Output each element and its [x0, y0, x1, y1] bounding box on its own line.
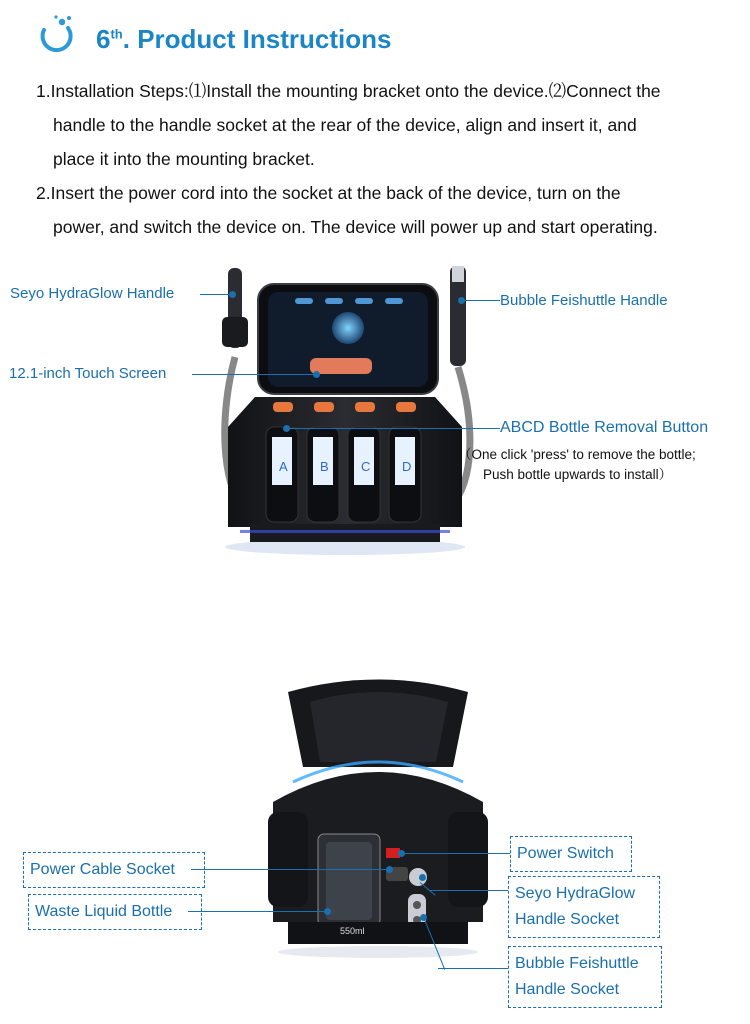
leader-dot [229, 291, 236, 298]
label-hydraglow-handle: Seyo HydraGlow Handle [10, 285, 175, 302]
leader-dot [283, 425, 290, 432]
bottle-b-label: B [320, 459, 329, 474]
leader-dot [420, 914, 427, 921]
power-steps: 2.Insert the power cord into the socket at the back of the device, turn on the power, and switch the device on. The device will power up and start operating. [36, 183, 658, 237]
leader-hydraglow-socket [430, 890, 508, 891]
label-power-switch: Power Switch [510, 836, 632, 872]
leader-power-switch [402, 853, 510, 854]
label-bubble-socket: Bubble Feishuttle Handle Socket [508, 946, 662, 1008]
label-waste-liquid-bottle: Waste Liquid Bottle [28, 894, 202, 930]
leader-dot [386, 866, 393, 873]
bottle-c-label: C [361, 459, 371, 474]
leader-dot [313, 371, 320, 378]
leader-dot [458, 297, 465, 304]
installation-steps: 1.Installation Steps:⑴Install the mounting bracket onto the device.⑵Connect the handle to the handle socket at the rear of the device, align and insert it, and place it into the mounting bracket. [36, 81, 661, 169]
leader-dot [324, 908, 331, 915]
device-rear-image [258, 672, 498, 962]
bottle-note-line1: （One click 'press' to remove the bottle; [458, 447, 696, 462]
leader-bubble-socket [438, 968, 508, 969]
label-power-cable-socket: Power Cable Socket [23, 852, 205, 888]
label-hydraglow-socket: Seyo HydraGlow Handle Socket [508, 876, 660, 938]
leader-waste-bottle [188, 911, 327, 912]
leader-hydraglow-handle [200, 294, 232, 295]
bottle-a-label: A [279, 459, 288, 474]
label-bottle-button: ABCD Bottle Removal Button [500, 419, 709, 436]
page-title: 6th. Product Instructions [96, 24, 392, 54]
bottle-labels [266, 457, 446, 487]
leader-dot [398, 850, 405, 857]
label-bubble-handle: Bubble Feishuttle Handle [500, 292, 668, 309]
leader-power-socket [191, 869, 389, 870]
leader-dot [419, 874, 426, 881]
leader-bubble-handle [462, 300, 500, 301]
device-front-image [200, 262, 490, 557]
droplet-logo-icon [38, 14, 78, 58]
waste-volume-label: 550ml [340, 926, 365, 936]
bottle-note-line2: Push bottle upwards to install） [483, 467, 673, 482]
bottle-d-label: D [402, 459, 412, 474]
label-touch-screen: 12.1-inch Touch Screen [9, 365, 167, 382]
leader-touch-screen [192, 374, 317, 375]
leader-bottle-button [287, 428, 500, 429]
